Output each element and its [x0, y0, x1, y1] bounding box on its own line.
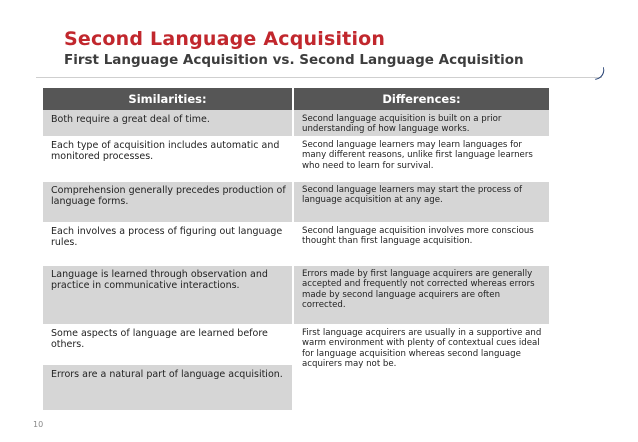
difference-cell: Errors made by first language acquirers are generally accepted and frequently not corrected whereas errors made by second language acquirers are often corrected.	[294, 265, 549, 324]
similarity-cell: Language is learned through observation and practice in communicative interactions.	[43, 265, 292, 324]
differences-header: Differences:	[294, 88, 549, 110]
slide-title: Second Language Acquisition	[64, 28, 386, 50]
similarities-header: Similarities:	[43, 88, 292, 110]
similarity-cell: Each involves a process of figuring out language rules.	[43, 222, 292, 265]
difference-cell: Second language acquisition is built on a prior understanding of how language works.	[294, 110, 549, 136]
title-divider	[36, 77, 602, 78]
row-separator	[43, 136, 549, 137]
difference-cell: Second language learners may learn languages for many different reasons, unlike first language learners who need to learn for survival.	[294, 136, 549, 181]
row-separator	[43, 265, 549, 266]
difference-cell: Second language learners may start the process of language acquisition at any age.	[294, 181, 549, 222]
row-separator	[43, 324, 549, 325]
similarity-cell: Comprehension generally precedes production of language forms.	[43, 181, 292, 222]
similarity-cell: Errors are a natural part of language acquisition.	[43, 365, 292, 410]
difference-cell: First language acquirers are usually in a supportive and warm environment with plenty of contextual cues ideal for language acquisition whereas second language acquirers may not be.	[294, 324, 549, 410]
similarity-cell: Both require a great deal of time.	[43, 110, 292, 136]
page-number: 10	[33, 420, 44, 429]
divider-hook-decoration	[593, 67, 606, 80]
comparison-table	[43, 88, 549, 410]
similarity-cell: Each type of acquisition includes automatic and monitored processes.	[43, 136, 292, 181]
row-separator	[43, 222, 549, 223]
difference-cell: Second language acquisition involves more conscious thought than first language acquisition.	[294, 222, 549, 265]
row-separator	[43, 181, 549, 182]
similarity-cell: Some aspects of language are learned before others.	[43, 324, 292, 365]
slide-subtitle: First Language Acquisition vs. Second Language Acquisition	[64, 52, 524, 68]
